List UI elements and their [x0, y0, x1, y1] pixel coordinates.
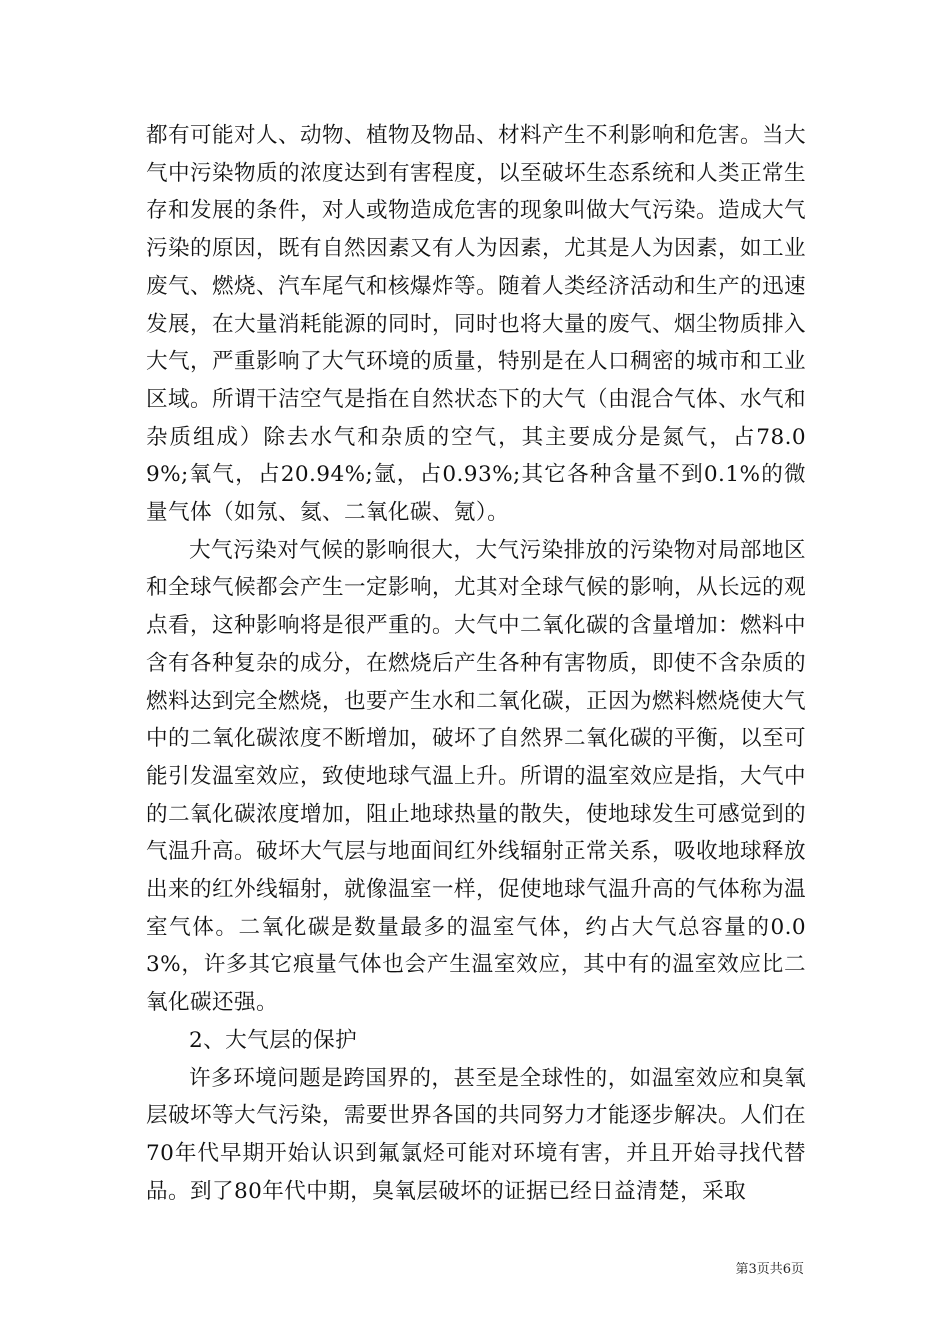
page-number-indicator: 第3页共6页 [735, 1262, 804, 1277]
paragraph-air-pollution-definition: 都有可能对人、动物、植物及物品、材料产生不利影响和危害。当大气中污染物质的浓度达到有害程度，以至破坏生态系统和人类正常生存和发展的条件，对人或物造成危害的现象叫做大气污染。造成大气污染的原因，既有自然因素又有人为因素，尤其是人为因素，如工业废气、燃烧、汽车尾气和核爆炸等。随着人类经济活动和生产的迅速发展，在大量消耗能源的同时，同时也将大量的废气、烟尘物质排入大气，严重影响了大气环境的质量，特别是在人口稠密的城市和工业区域。所谓干洁空气是指在自然状态下的大气（由混合气体、水气和杂质组成）除去水气和杂质的空气，其主要成分是氮气，占78.09%;氧气，占20.94%;氩，占0.93%;其它各种含量不到0.1%的微量气体（如氖、氦、二氧化碳、氪）。 [146, 123, 806, 526]
paragraph-climate-impact: 大气污染对气候的影响很大，大气污染排放的污染物对局部地区和全球气候都会产生一定影响，尤其对全球气候的影响，从长远的观点看，这种影响将是很严重的。大气中二氧化碳的含量增加：燃料中含有各种复杂的成分，在燃烧后产生各种有害物质，即使不含杂质的燃料达到完全燃烧，也要产生水和二氧化碳，正因为燃料燃烧使大气中的二氧化碳浓度不断增加，破坏了自然界二氧化碳的平衡，以至可能引发温室效应，致使地球气温上升。所谓的温室效应是指，大气中的二氧化碳浓度增加，阻止地球热量的散失，使地球发生可感觉到的气温升高。破坏大气层与地面间红外线辐射正常关系，吸收地球释放出来的红外线辐射，就像温室一样，促使地球气温升高的气体称为温室气体。二氧化碳是数量最多的温室气体，约占大气总容量的0.03%，许多其它痕量气体也会产生温室效应，其中有的温室效应比二氧化碳还强。 [146, 537, 806, 1016]
document-body [146, 117, 806, 1210]
section-heading-atmosphere-protection: 2、大气层的保护 [189, 1027, 358, 1053]
paragraph-global-cooperation: 许多环境问题是跨国界的，甚至是全球性的，如温室效应和臭氧层破坏等大气污染，需要世界各国的共同努力才能逐步解决。人们在70年代早期开始认识到氟氯烃可能对环境有害，并且开始寻找代替品。到了80年代中期，臭氧层破坏的证据已经日益清楚，采取 [146, 1065, 806, 1204]
